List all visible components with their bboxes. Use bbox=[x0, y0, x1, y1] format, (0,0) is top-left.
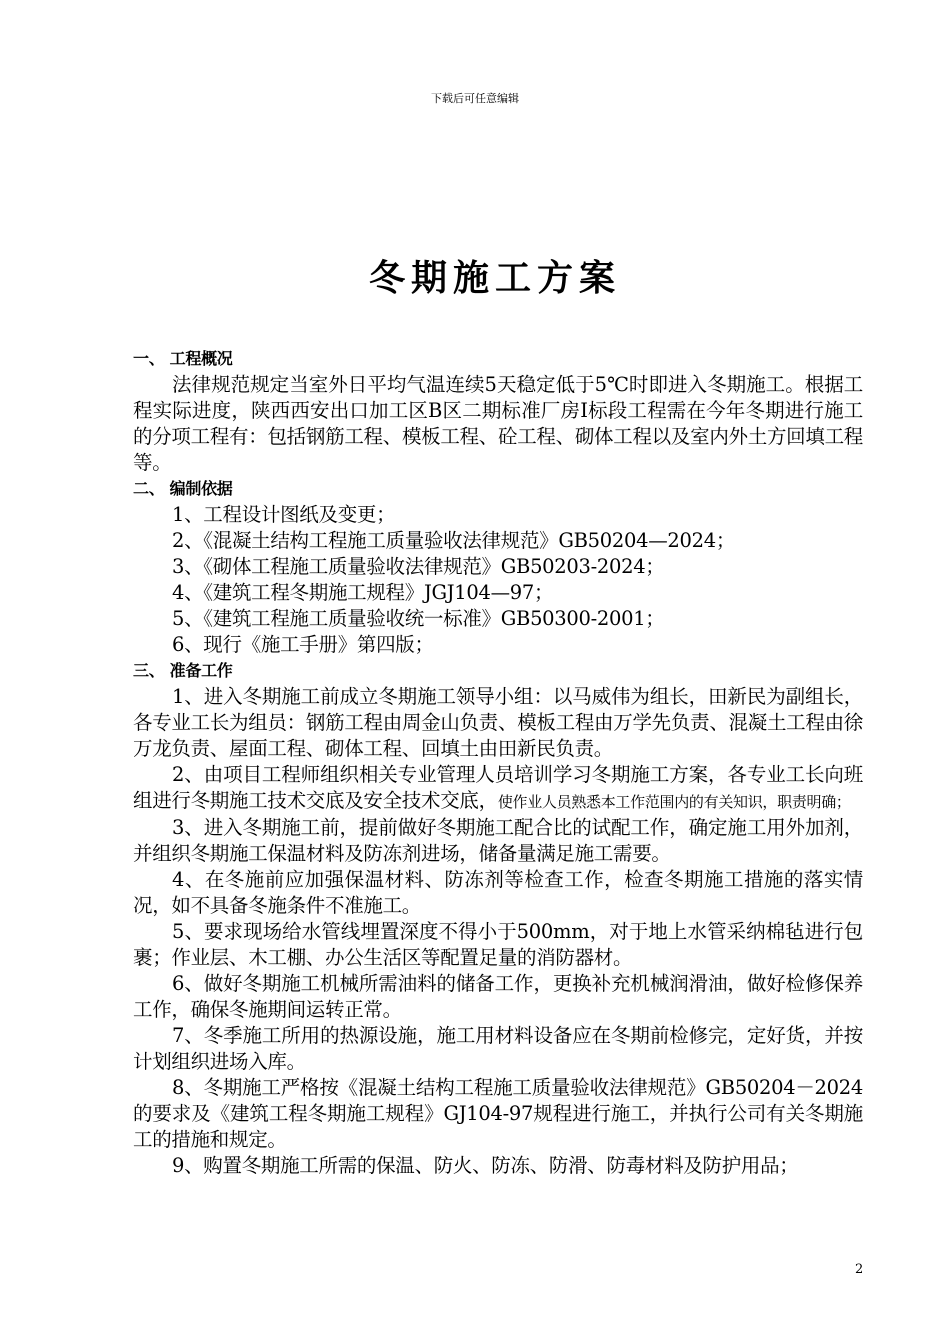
section-heading-preparation: 三、 准备工作 bbox=[133, 661, 233, 680]
basis-item: 2、《混凝土结构工程施工质量验收法律规范》GB50204—2024； bbox=[172, 529, 736, 552]
document-body bbox=[133, 346, 863, 1179]
basis-item: 1、工程设计图纸及变更； bbox=[172, 503, 396, 526]
document-title: 冬期施工方案 bbox=[368, 258, 621, 299]
preparation-paragraph: 9、购置冬期施工所需的保温、防火、防冻、防滑、防毒材料及防护用品； bbox=[172, 1154, 799, 1177]
basis-item: 5、《建筑工程施工质量验收统一标准》GB50300-2001； bbox=[172, 607, 665, 630]
section-heading-basis: 二、 编制依据 bbox=[133, 479, 233, 498]
preparation-paragraph: 8、冬期施工严格按《混凝土结构工程施工质量验收法律规范》GB50204－2024的要求及《建筑工程冬期施工规程》GJ104-97规程进行施工，并执行公司有关冬期施工的措施和规定。 bbox=[133, 1076, 863, 1151]
basis-item: 6、现行《施工手册》第四版； bbox=[172, 633, 434, 656]
preparation-paragraph-text: 2、由项目工程师组织相关专业管理人员培训学习冬期施工方案，各专业工长向班组进行冬期施工技术交底及安全技术交底， bbox=[133, 763, 863, 812]
preparation-paragraph: 5、要求现场给水管线埋置深度不得小于500mm，对于地上水管采纳棉毡进行包裹；作业层、木工棚、办公生活区等配置足量的消防器材。 bbox=[133, 920, 863, 969]
preparation-paragraph: 3、进入冬期施工前，提前做好冬期施工配合比的试配工作，确定施工用外加剂，并组织冬期施工保温材料及防冻剂进场，储备量满足施工需要。 bbox=[133, 816, 863, 865]
section-heading-overview: 一、 工程概况 bbox=[133, 349, 233, 368]
preparation-paragraph: 4、在冬施前应加强保温材料、防冻剂等检查工作，检查冬期施工措施的落实情况，如不具备冬施条件不准施工。 bbox=[133, 868, 863, 917]
preparation-paragraph-small-text: 使作业人员熟悉本工作范围内的有关知识，职责明确； bbox=[497, 793, 851, 811]
preparation-paragraph bbox=[133, 762, 863, 815]
basis-item: 3、《砌体工程施工质量验收法律规范》GB50203-2024； bbox=[172, 555, 665, 578]
overview-paragraph: 法律规范规定当室外日平均气温连续5天稳定低于5℃时即进入冬期施工。根据工程实际进度，陕西西安出口加工区B区二期标准厂房I标段工程需在今年冬期进行施工的分项工程有：包括钢筋工程、模板工程、砼工程、砌体工程以及室内外土方回填工程等。 bbox=[133, 373, 863, 474]
page-number: 2 bbox=[855, 1262, 864, 1277]
header-note: 下载后可任意编辑 bbox=[431, 92, 519, 105]
preparation-paragraph: 6、做好冬期施工机械所需油料的储备工作，更换补充机械润滑油，做好检修保养工作，确保冬施期间运转正常。 bbox=[133, 972, 863, 1021]
basis-item: 4、《建筑工程冬期施工规程》JGJ104—97； bbox=[172, 581, 554, 604]
preparation-paragraph: 1、进入冬期施工前成立冬期施工领导小组：以马威伟为组长，田新民为副组长，各专业工长为组员：钢筋工程由周金山负责、模板工程由万学先负责、混凝土工程由徐万龙负责、屋面工程、砌体工程、回填土由田新民负责。 bbox=[133, 685, 863, 760]
preparation-paragraph: 7、冬季施工所用的热源设施，施工用材料设备应在冬期前检修完，定好货，并按计划组织进场入库。 bbox=[133, 1024, 863, 1073]
